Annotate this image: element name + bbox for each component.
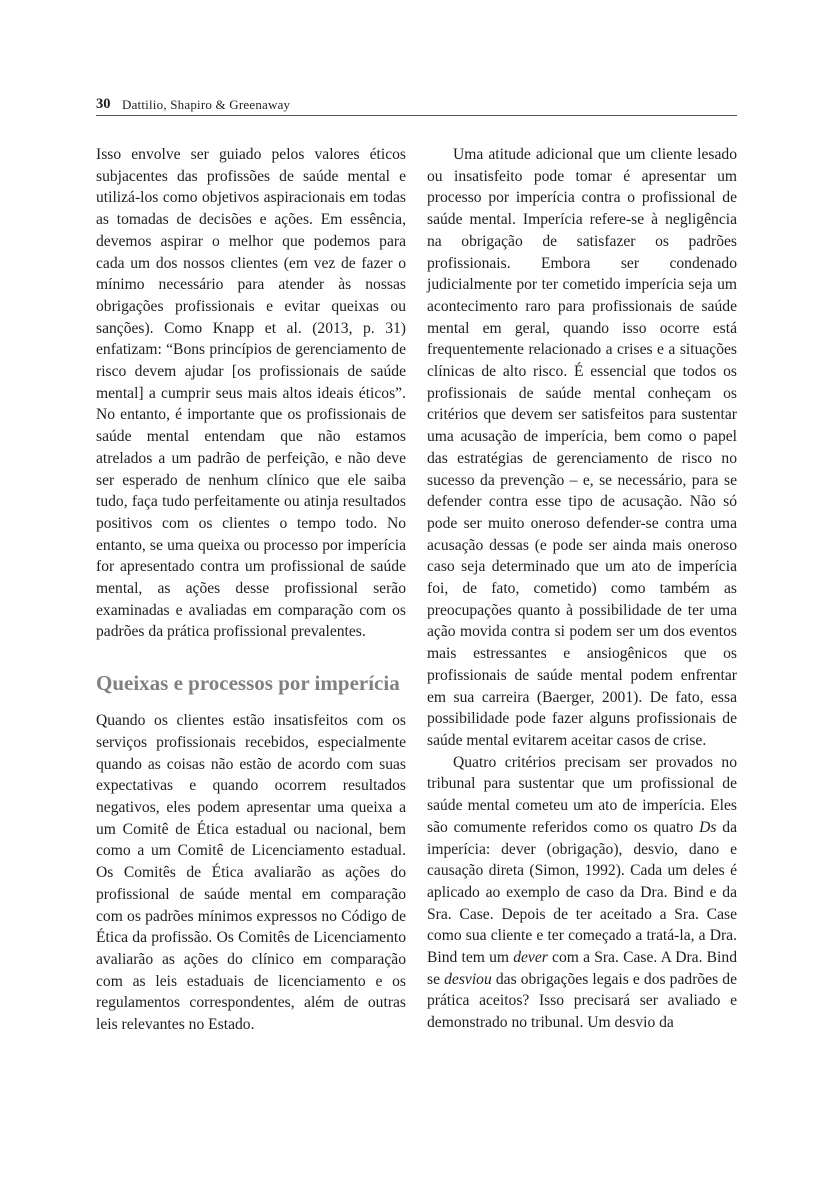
italic-term: desviou	[444, 970, 492, 988]
text-run: das obrigações legais e dos padrões de prática aceitos? Isso precisará ser avaliado e demonstrado no tribunal. Um desvio da	[427, 970, 738, 1032]
left-column	[96, 144, 406, 1036]
body-paragraph: Isso envolve ser guiado pelos valores éticos subjacentes das profissões de saúde mental e utilizá-los como objetivos aspiracionais em todas as tomadas de decisões e ações. Em essência, devemos aspirar o melhor que podemos para cada um dos nossos clientes (em vez de fazer o mínimo necessário para atender às nossas obrigações profissionais e evitar queixas ou sanções). Como Knapp et al. (2013, p. 31) enfatizam: “Bons princípios de gerenciamento de risco devem ajudar [os profissionais de saúde mental] a cumprir seus mais altos ideais éticos”. No entanto, é importante que os profissionais de saúde mental entendam que não estamos atrelados a um padrão de perfeição, e não deve ser esperado de nenhum clínico que ele saiba tudo, faça tudo perfeitamente ou atinja resultados positivos com os clientes o tempo todo. No entanto, se uma queixa ou processo por imperícia for apresentado contra um profissional de saúde mental, as ações desse profissional serão examinadas e avaliadas em comparação com os padrões da prática profissional prevalentes.	[96, 146, 406, 641]
body-paragraph: Uma atitude adicional que um cliente lesado ou insatisfeito pode tomar é apresentar um processo por imperícia contra o profissional de saúde mental. Imperícia refere-se à negligência na obrigação de satisfazer os padrões profissionais. Embora ser condenado judicialmente por ter cometido imperícia seja um acontecimento raro para profissionais de saúde mental em geral, quando isso ocorre está frequentemente relacionado a crises e a situações clínicas de alto risco. É essencial que todos os profissionais de saúde mental conheçam os critérios que devem ser satisfeitos para sustentar uma acusação de imperícia, bem como o papel das estratégias de gerenciamento de risco no sucesso da prevenção – e, se necessário, para se defender contra esse tipo de acusação. Não só pode ser muito oneroso defender-se contra uma acusação dessas (e pode ser ainda mais oneroso caso seja determinado que um ato de imperícia foi, de fato, cometido) como também as preocupações quanto à possibilidade de ter uma ação movida contra si podem ser um dos eventos mais estressantes e ansiogênicos que os profissionais de saúde mental podem enfrentar em sua carreira (Baerger, 2001). De fato, essa possibilidade pode fazer alguns profissionais de saúde mental evitarem aceitar casos de crise.	[427, 146, 737, 749]
text-run: da imperícia: dever (obrigação), desvio, dano e causação direta (Simon, 1992). Cada um deles é aplicado ao exemplo de caso da Dra. Bind e da Sra. Case. Depois de ter aceitado a Sra. Case como sua cliente e ter começado a tratá-la, a Dra. Bind tem um	[427, 818, 737, 967]
right-column	[427, 144, 737, 1034]
section-heading: Queixas e processos por imperícia	[96, 671, 400, 696]
body-paragraph	[427, 752, 737, 1034]
text-run: com a Sra. Case. A Dra. Bind se	[427, 949, 737, 988]
running-header	[96, 96, 737, 116]
text-run: Quatro critérios precisam ser provados no tribunal para sustentar que um profissional de saúde mental cometeu um ato de imperícia. Eles são comumente referidos como os quatro	[427, 753, 737, 836]
italic-term: Ds	[699, 818, 717, 836]
running-head-authors: Dattilio, Shapiro & Greenaway	[122, 97, 291, 112]
page-number: 30	[96, 96, 111, 112]
italic-term: dever	[513, 949, 548, 967]
body-paragraph: Quando os clientes estão insatisfeitos com os serviços profissionais recebidos, especialmente quando as coisas não estão de acordo com suas expectativas e quando ocorrem resultados negativos, eles podem apresentar uma queixa a um Comitê de Ética estadual ou nacional, bem como a um Comitê de Licenciamento estadual. Os Comitês de Ética avaliarão as ações do profissional de saúde mental em comparação com os padrões mínimos expressos no Código de Ética da profissão. Os Comitês de Licenciamento avaliarão as ações do clínico em comparação com as leis estaduais de licenciamento e os regulamentos correspondentes, além de outras leis relevantes no Estado.	[96, 712, 406, 1034]
